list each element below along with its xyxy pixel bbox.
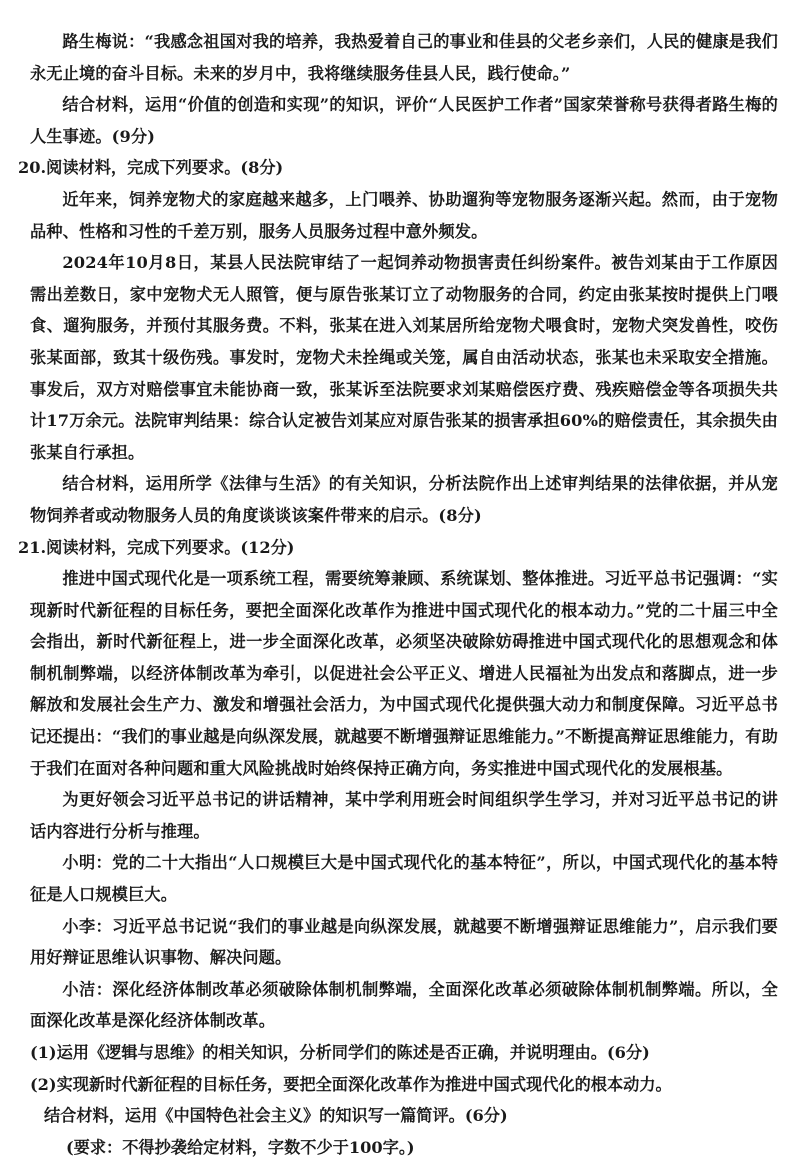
q20-material-p1: 近年来，饲养宠物犬的家庭越来越多，上门喂养、协助遛狗等宠物服务逐渐兴起。然而，由于宠物品种、性格和习性的千差万别，服务人员服务过程中意外频发。	[30, 189, 778, 241]
q19-quote: 路生梅说：“我感念祖国对我的培养，我热爱着自己的事业和佳县的父老乡亲们，人民的健康是我们永无止境的奋斗目标。未来的岁月中，我将继续服务佳县人民，践行使命。”	[30, 32, 778, 83]
q20-material-p2: 2024年10月8日，某县人民法院审结了一起饲养动物损害责任纠纷案件。被告刘某由于工作原因需出差数日，家中宠物犬无人照管，便与原告张某订立了动物服务的合同，约定由张某按时提供上门喂食、遛狗服务，并预付其服务费。不料，张某在进入刘某居所给宠物犬喂食时，宠物犬突发兽性，咬伤张某面部，致其十级伤残。事发时，宠物犬未拴绳或关笼，属自由活动状态，张某也未采取安全措施。事发后，双方对赔偿事宜未能协商一致，张某诉至法院要求刘某赔偿医疗费、残疾赔偿金等各项损失共计17万余元。法院审判结果：综合认定被告刘某应对原告张某的损害承担60%的赔偿责任，其余损失由张某自行承担。	[30, 253, 778, 462]
q21-subquestion-2-task: 结合材料，运用《中国特色社会主义》的知识写一篇简评。(6分)	[44, 1106, 508, 1126]
q21-material-p2: 为更好领会习近平总书记的讲话精神，某中学利用班会时间组织学生学习，并对习近平总书记的讲话内容进行分析与推理。	[30, 790, 778, 841]
q21-xiaoli-statement: 小李：习近平总书记说“我们的事业越是向纵深发展，就越要不断增强辩证思维能力”，启示我们要用好辩证思维认识事物、解决问题。	[30, 916, 778, 968]
q20-task: 结合材料，运用所学《法律与生活》的有关知识，分析法院作出上述审判结果的法律依据，并从宠物饲养者或动物服务人员的角度谈谈该案件带来的启示。(8分)	[30, 474, 778, 525]
q21-xiaoming-statement: 小明：党的二十大指出“人口规模巨大是中国式现代化的基本特征”，所以，中国式现代化的基本特征是人口规模巨大。	[30, 853, 778, 905]
q21-material-p1: 推进中国式现代化是一项系统工程，需要统筹兼顾、系统谋划、整体推进。习近平总书记强调：“实现新时代新征程的目标任务，要把全面深化改革作为推进中国式现代化的根本动力。”党的二十届三中全会指出，新时代新征程上，进一步全面深化改革，必须坚决破除妨碍推进中国式现代化的思想观念和体制机制弊端，以经济体制改革为牵引，以促进社会公平正义、增进人民福祉为出发点和落脚点，进一步解放和发展社会生产力、激发和增强社会活力，为中国式现代化提供强大动力和制度保障。习近平总书记还提出：“我们的事业越是向纵深发展，就越要不断增强辩证思维能力。”不断提高辩证思维能力，有助于我们在面对各种问题和重大风险挑战时始终保持正确方向，务实推进中国式现代化的发展根基。	[30, 569, 778, 778]
q21-heading: 21.阅读材料，完成下列要求。(12分)	[18, 537, 295, 557]
q21-subquestion-1: (1)运用《逻辑与思维》的相关知识，分析同学们的陈述是否正确，并说明理由。(6分)	[30, 1043, 650, 1062]
q21-xiaojie-statement: 小洁：深化经济体制改革必须破除体制机制弊端，全面深化改革必须破除体制机制弊端。所以，全面深化改革是深化经济体制改革。	[30, 979, 778, 1031]
q20-heading: 20.阅读材料，完成下列要求。(8分)	[18, 158, 284, 178]
q19-task: 结合材料，运用“价值的创造和实现”的知识，评价“人民医护工作者”国家荣誉称号获得者路生梅的人生事迹。(9分)	[30, 95, 778, 146]
q21-requirement-note: (要求：不得抄袭给定材料，字数不少于100字。)	[66, 1137, 415, 1157]
q21-subquestion-2: (2)实现新时代新征程的目标任务，要把全面深化改革作为推进中国式现代化的根本动力。	[30, 1074, 672, 1094]
